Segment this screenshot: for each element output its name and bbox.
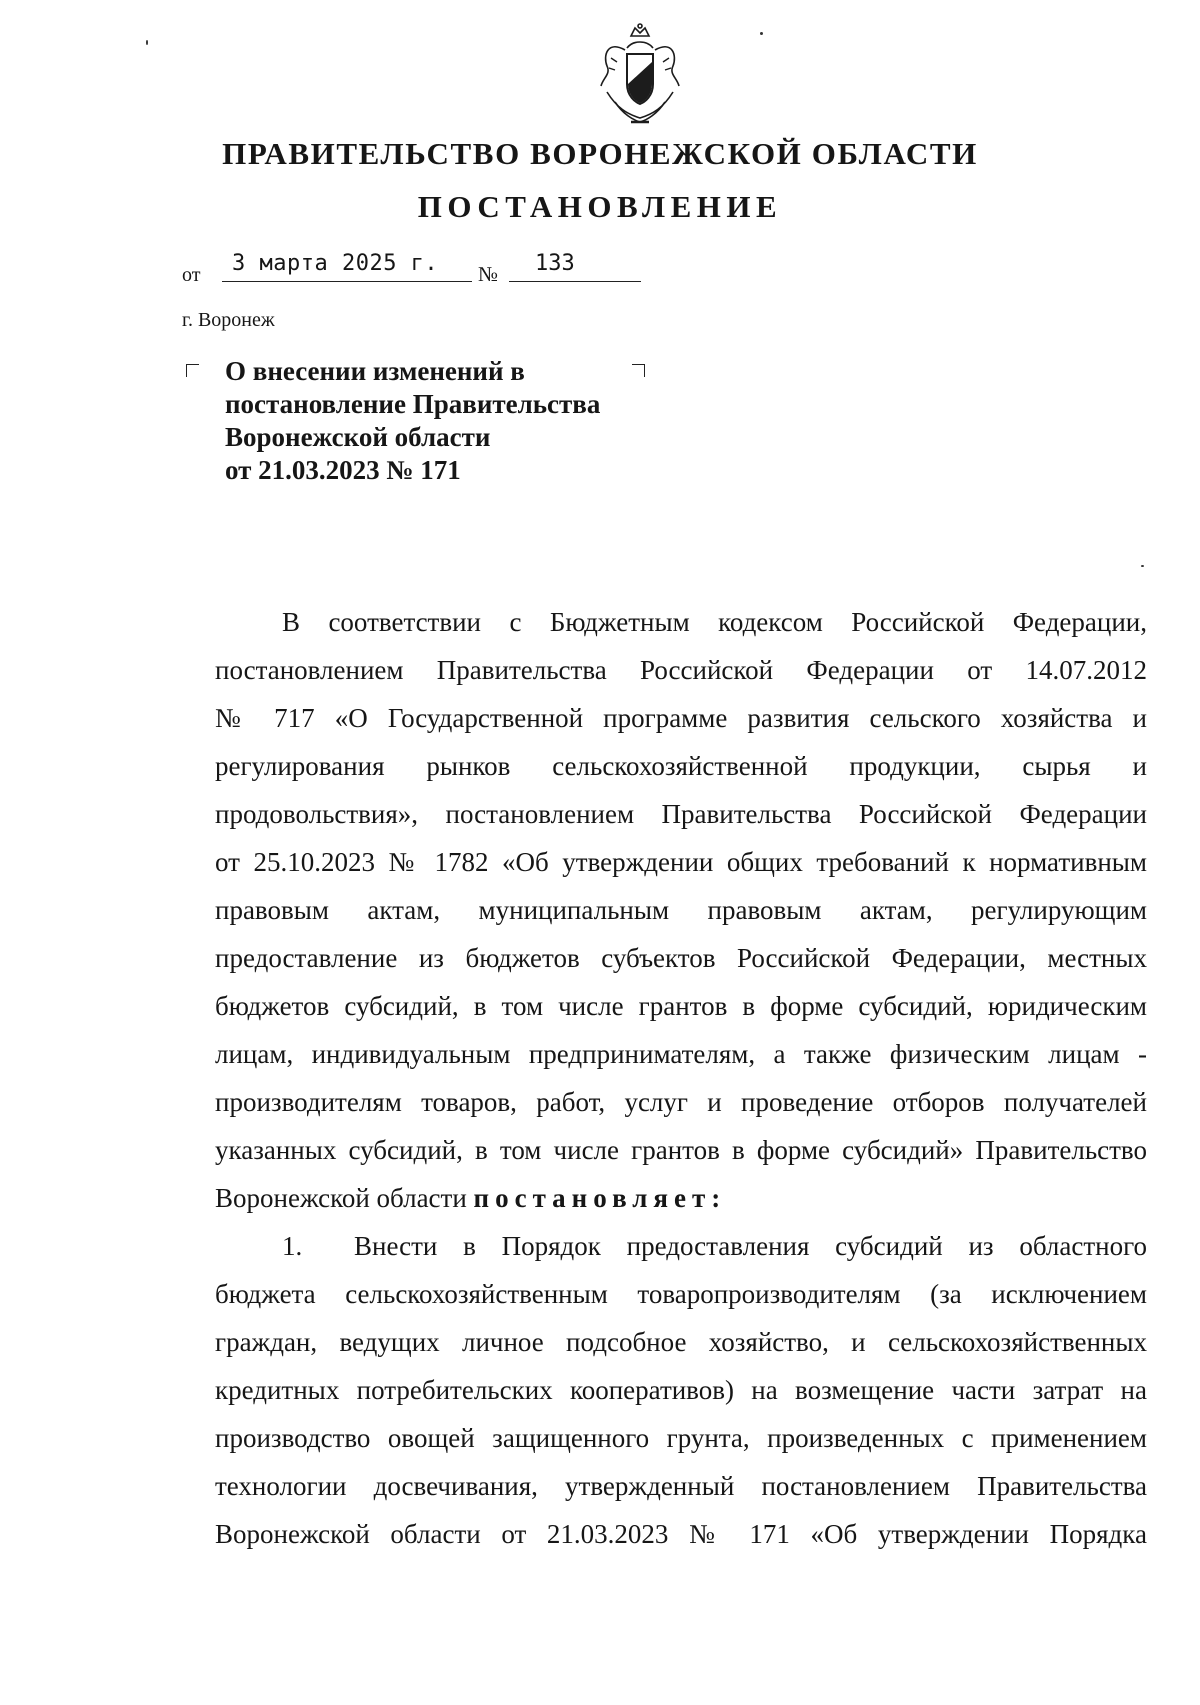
subject-line: Воронежской области [225,422,491,452]
preamble-line: предоставление из бюджетов субъектов Российской Федерации, местных [215,943,1147,973]
document-type-title: ПОСТАНОВЛЕНИЕ [417,189,783,224]
preamble-final-text: Воронежской области [215,1183,467,1213]
item-1-line: кредитных потребительских кооперативов) на возмещение части затрат на [215,1375,1147,1405]
city-label: г. Воронеж [182,309,275,331]
preamble-line: бюджетов субсидий, в том числе грантов в форме субсидий, юридическим [215,991,1147,1021]
subject-line: О внесении изменений в [225,356,525,386]
preamble-final-line [215,1174,1147,1222]
item-1-line: Воронежской области от 21.03.2023 № 171 «Об утверждении Порядка [215,1519,1147,1549]
organization-title: ПРАВИТЕЛЬСТВО ВОРОНЕЖСКОЙ ОБЛАСТИ [222,136,978,171]
scan-speck [146,40,148,45]
document-number: 133 [509,251,641,282]
item-1-line: производство овощей защищенного грунта, произведенных с применением [215,1423,1147,1453]
subject-line: от 21.03.2023 № 171 [225,455,461,485]
number-sign: № [478,262,499,286]
preamble-line: лицам, индивидуальным предпринимателям, а также физическим лицам - [215,1039,1147,1069]
preamble-line: от 25.10.2023 № 1782 «Об утверждении общих требований к нормативным [215,847,1147,877]
coat-of-arms-emblem [597,22,683,126]
item-1-first-line [215,1222,1147,1270]
item-1-line: бюджета сельскохозяйственным товаропроизводителям (за исключением [215,1279,1147,1309]
preamble-line: № 717 «О Государственной программе развития сельского хозяйства и [215,703,1147,733]
subject-corner-mark-left [186,364,199,377]
preamble-line: регулирования рынков сельскохозяйственной продукции, сырья и [215,751,1147,781]
scan-speck [760,32,763,35]
item-1-text: Внести в Порядок предоставления субсидий из областного [354,1231,1147,1261]
date-prefix: от [182,264,201,286]
preamble-line: В соответствии с Бюджетным кодексом Российской Федерации, [282,607,1147,637]
scan-speck [1141,565,1144,567]
document-body [215,598,1147,1558]
item-1-number: 1. [282,1231,303,1261]
subject-line: постановление Правительства [225,389,601,419]
item-1-line: граждан, ведущих личное подсобное хозяйство, и сельскохозяйственных [215,1327,1147,1357]
subject-heading [225,355,600,487]
preamble-line: правовым актам, муниципальным правовым актам, регулирующим [215,895,1147,925]
preamble-line: постановлением Правительства Российской Федерации от 14.07.2012 [215,655,1147,685]
item-1-line: технологии досвечивания, утвержденный постановлением Правительства [215,1471,1147,1501]
preamble-line: производителям товаров, работ, услуг и проведение отборов получателей [215,1087,1147,1117]
preamble-line: продовольствия», постановлением Правительства Российской Федерации [215,799,1147,829]
preamble-line: указанных субсидий, в том числе грантов в форме субсидий» Правительство [215,1135,1147,1165]
subject-corner-mark-right [632,364,645,377]
document-date: 3 марта 2025 г. [222,251,472,282]
date-number-line [182,251,642,291]
resolves-word: постановляет: [473,1183,727,1213]
